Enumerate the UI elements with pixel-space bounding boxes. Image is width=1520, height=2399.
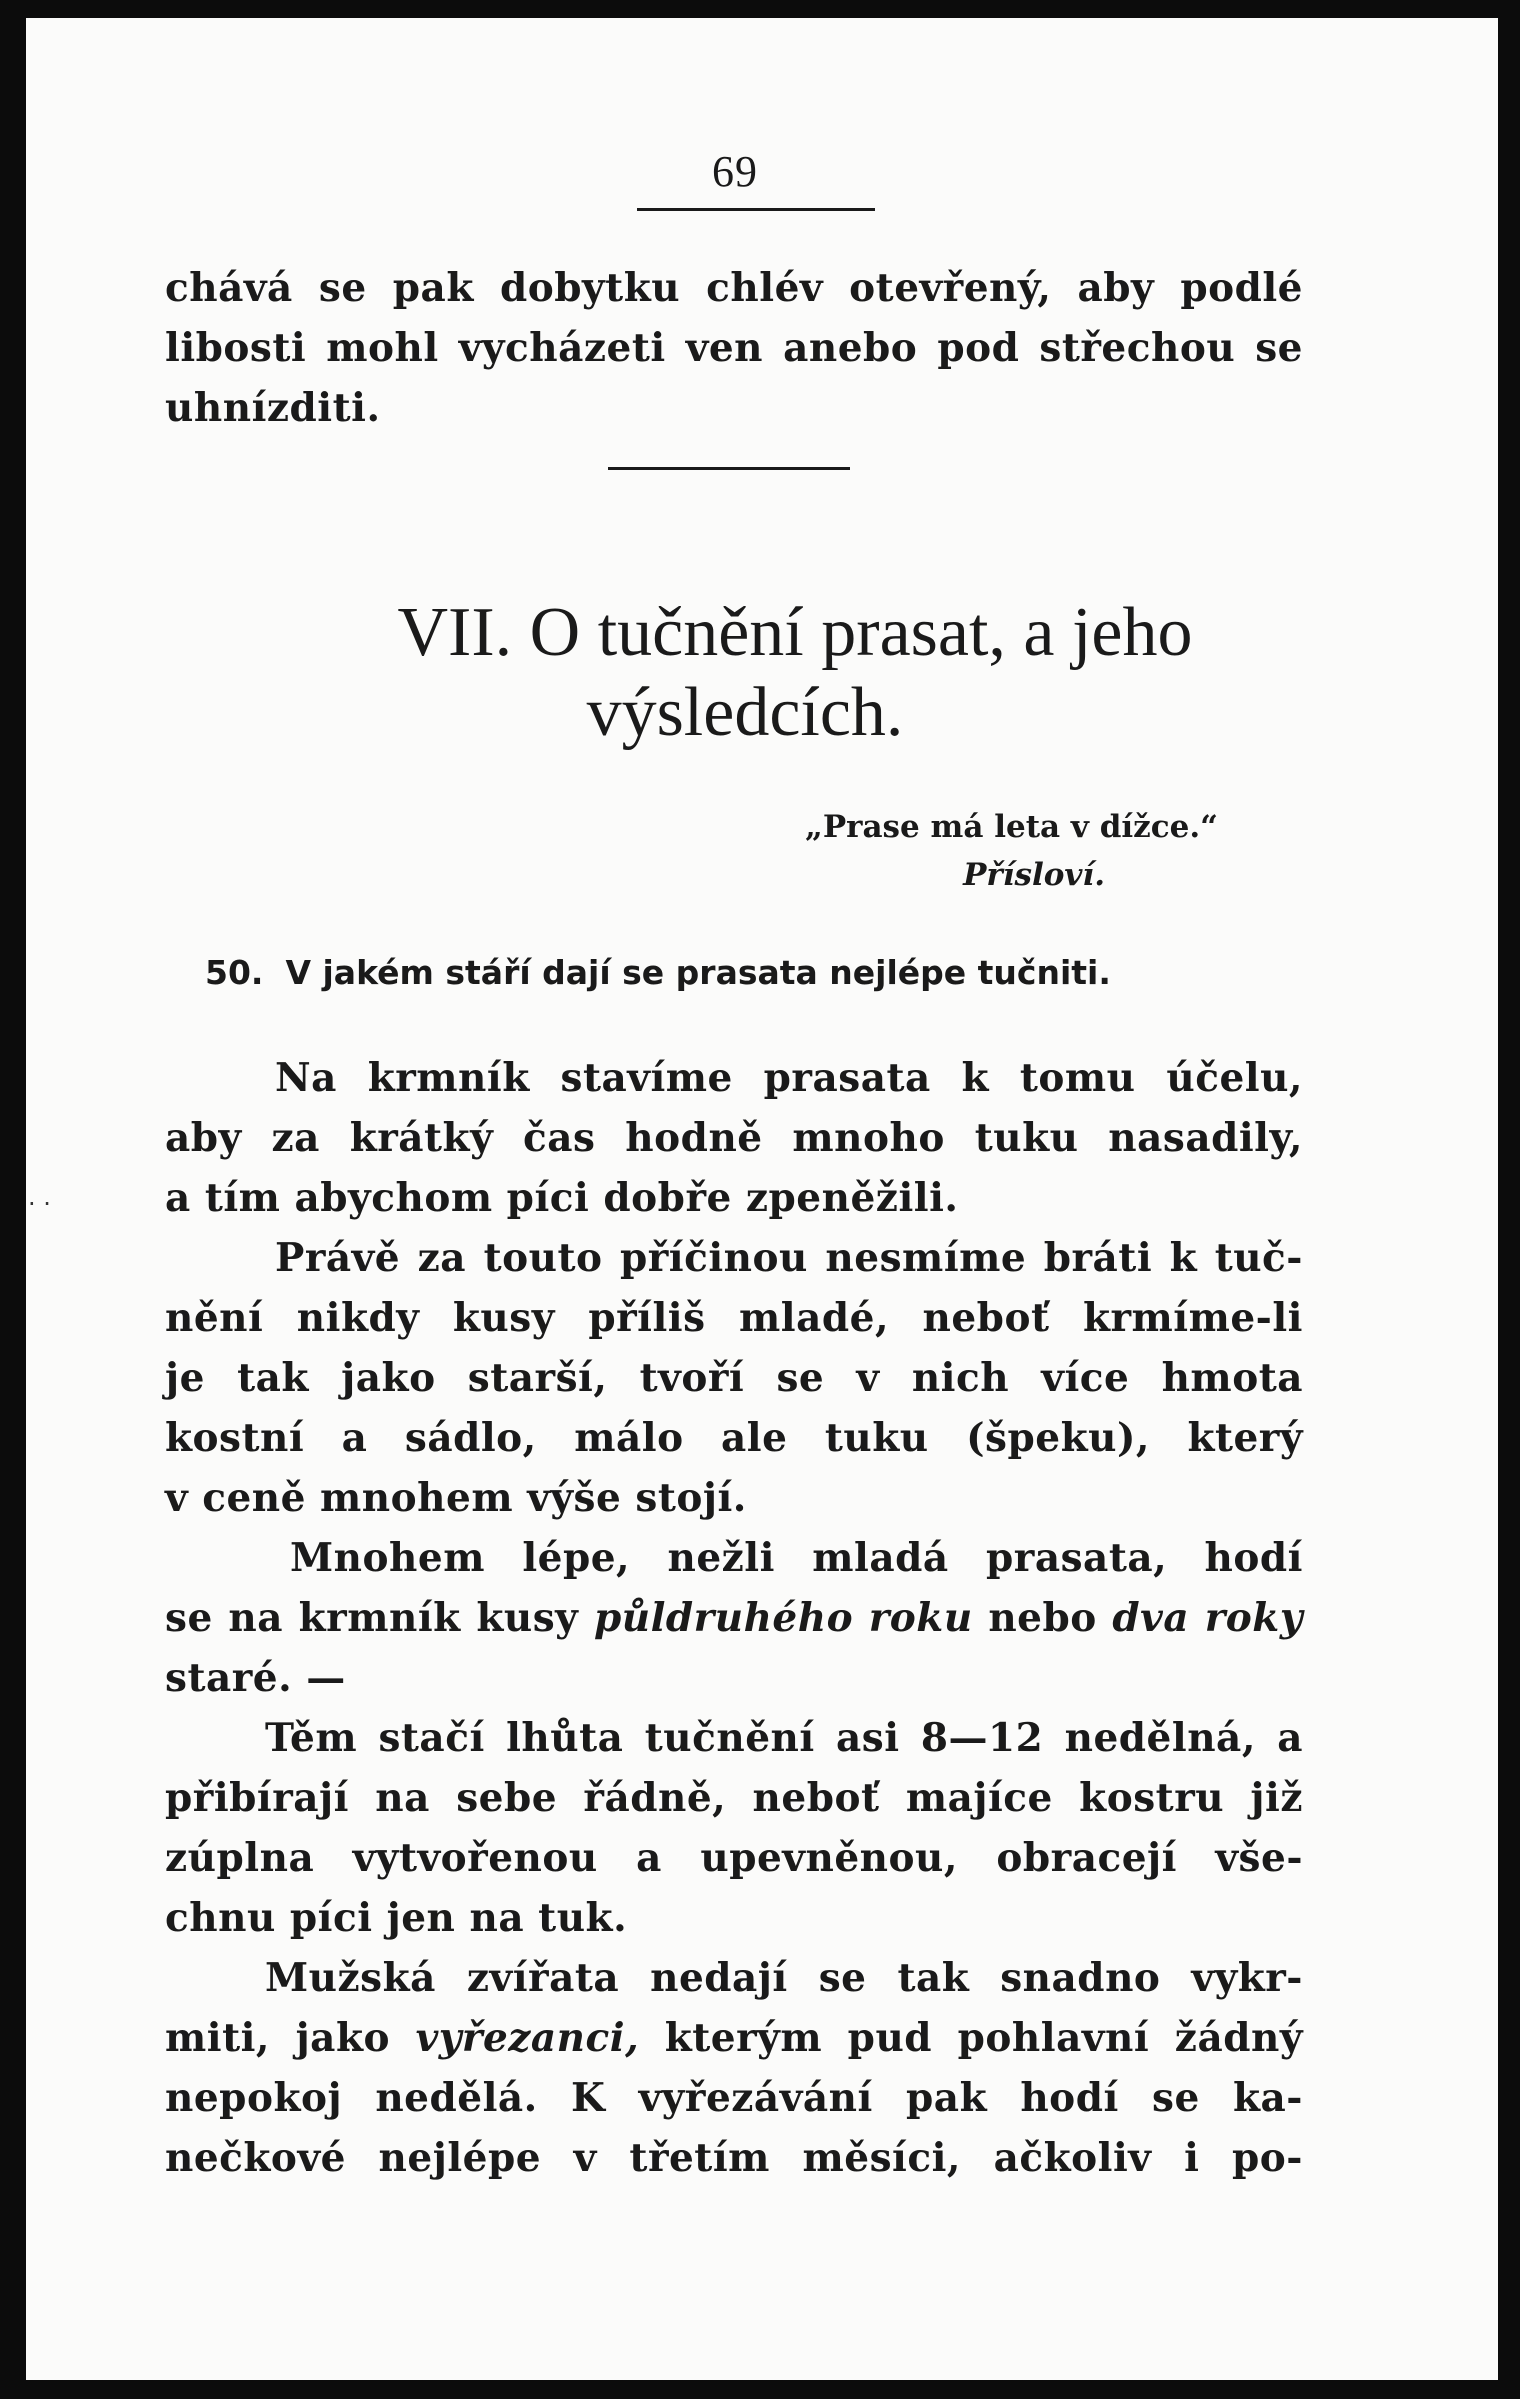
section-divider-rule xyxy=(608,467,850,470)
italic-run: dva roky xyxy=(1112,1595,1303,1641)
text-line: aby za krátký čas hodně mnoho tuku nasadily, xyxy=(165,1115,1303,1161)
text-run: miti, jako xyxy=(165,2015,416,2061)
text-line: Těm stačí lhůta tučnění asi 8—12 nedělná, a xyxy=(265,1715,1303,1761)
page-number: 69 xyxy=(712,147,758,196)
text-line: Právě za touto příčinou nesmíme bráti k tuč- xyxy=(275,1235,1303,1281)
opening-paragraph xyxy=(165,258,1303,438)
chapter-title-line: výsledcích. xyxy=(586,674,904,751)
text-line: a tím abychom píci dobře zpeněžili. xyxy=(165,1175,959,1221)
margin-mark: · · xyxy=(28,1190,51,1218)
book-page xyxy=(20,18,1498,2380)
text-line: staré. — xyxy=(165,1655,346,1701)
text-line xyxy=(165,2008,1303,2068)
section-number: 50. xyxy=(205,953,264,992)
paragraph-2 xyxy=(165,1228,1303,1528)
text-line: v ceně mnohem výše stojí. xyxy=(165,1475,747,1521)
text-line: Mužská zvířata nedají se tak snadno vykr- xyxy=(265,1955,1303,2001)
epigraph-quote: „Prase má leta v dížce.“ xyxy=(805,809,1218,845)
text-run: kterým pud pohlavní žádný xyxy=(639,2015,1303,2061)
text-line: nečkové nejlépe v třetím měsíci, ačkoliv i po- xyxy=(165,2135,1303,2181)
text-line: nění nikdy kusy příliš mladé, neboť krmíme-li xyxy=(165,1295,1303,1341)
text-line: chnu píci jen na tuk. xyxy=(165,1895,628,1941)
paragraph-5 xyxy=(165,1948,1303,2188)
paragraph-3 xyxy=(165,1528,1303,1708)
paragraph-1 xyxy=(165,1048,1303,1228)
chapter-title-line: VII. O tučnění prasat, a jeho xyxy=(397,594,1193,671)
epigraph xyxy=(805,803,1225,899)
text-line: Mnohem lépe, nežli mladá prasata, hodí xyxy=(290,1535,1303,1581)
scan-edge xyxy=(20,18,26,2380)
section-title: V jakém stáří dají se prasata nejlépe tučniti. xyxy=(285,953,1111,992)
paragraph-4 xyxy=(165,1708,1303,1948)
text-line: chává se pak dobytku chlév otevřený, aby podlé xyxy=(165,265,1303,311)
chapter-title xyxy=(165,593,1305,753)
italic-run: půldruhého roku xyxy=(593,1595,973,1641)
text-line: zúplna vytvořenou a upevněnou, obracejí vše- xyxy=(165,1835,1303,1881)
text-line: přibírají na sebe řádně, neboť majíce kostru již xyxy=(165,1775,1303,1821)
text-line: libosti mohl vycházeti ven anebo pod střechou se xyxy=(165,325,1303,371)
section-heading xyxy=(205,953,1305,992)
epigraph-source: Přísloví. xyxy=(963,857,1105,893)
italic-run: vyřezanci, xyxy=(415,2015,640,2061)
text-line xyxy=(165,1588,1303,1648)
text-line: kostní a sádlo, málo ale tuku (špeku), který xyxy=(165,1415,1303,1461)
text-line: nepokoj nedělá. K vyřezávání pak hodí se ka- xyxy=(165,2075,1303,2121)
text-line: Na krmník stavíme prasata k tomu účelu, xyxy=(275,1055,1303,1101)
text-run: se na krmník kusy xyxy=(165,1595,594,1641)
page-number-rule xyxy=(637,208,875,211)
text-line: uhnízditi. xyxy=(165,385,381,431)
text-run: nebo xyxy=(972,1595,1113,1641)
text-line: je tak jako starší, tvoří se v nich více hmota xyxy=(165,1355,1303,1401)
